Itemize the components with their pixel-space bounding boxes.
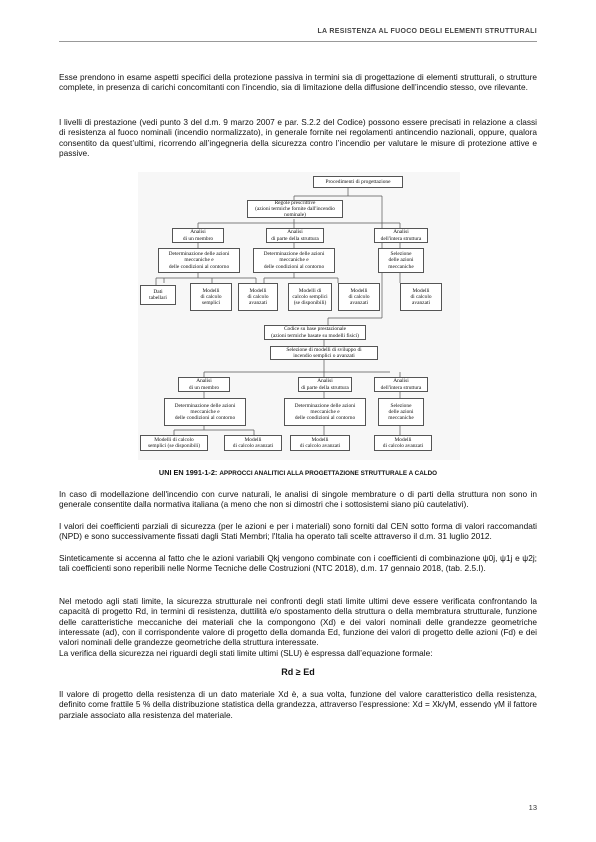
box-analisi-membro-top: Analisi di un membro xyxy=(172,228,224,243)
box-modelli-semplici-1: Modelli di calcolo semplici xyxy=(190,283,232,311)
box-analisi-parte-top: Analisi di parte della struttura xyxy=(266,228,324,243)
box-modelli-avanzati-1: Modelli di calcolo avanzati xyxy=(238,283,278,311)
box-analisi-parte-bottom: Analisi di parte della struttura xyxy=(298,377,352,392)
box-regole-prescrittive: Regole prescrittive (azioni termiche fornite dall'incendio nominale) xyxy=(247,200,343,218)
caption-code: UNI EN 1991-1-2: xyxy=(158,468,218,477)
paragraph-8: Il valore di progetto della resistenza di un dato materiale Xd è, a sua volta, funzione del valore caratteristico della resistenza, definito come frattile 5 % della distribuzione statistica della grandezza, attraverso l’espressione: Xd = Xk/γM, essendo γM il fattore parziale associato alla resistenza del materiale. xyxy=(59,689,537,720)
page-number: 13 xyxy=(528,803,537,812)
flowchart xyxy=(138,172,460,460)
paragraph-3: In caso di modellazione dell'incendio con curve naturali, le analisi di singole membrature o di parti della struttura non sono in generale consentite dalla normativa italiana (a meno che non si dimostri che i sottosistemi siano più cautelativi). xyxy=(59,489,537,510)
box-modelli-avanzati-2: Modelli di calcolo avanzati xyxy=(338,283,380,311)
box-selezione-modelli: Selezione di modelli di sviluppo di incendio semplici o avanzati xyxy=(270,346,378,360)
paragraph-6: Nel metodo agli stati limite, la sicurezza strutturale nei confronti degli stati limite ultimi deve essere verificata confrontando la capacità di progetto Rd, in termini di resistenza, duttilità e/o spostamento della struttura o della membratura strutturale, funzione delle caratteristiche meccaniche dei materiali che la compongono (Xd) e dei valori nominali delle grandezze geometriche interessate (ad), con il corrispondente valore di progetto della domanda Ed, funzione dei valori di progetto delle azioni (Fd) e dei valori nominali delle grandezze geometriche della struttura interessate. xyxy=(59,596,537,648)
box-determinazione-2-bottom: Determinazione delle azioni meccaniche e delle condizioni al contorno xyxy=(284,398,366,426)
paragraph-7: La verifica della sicurezza nei riguardi degli stati limite ultimi (SLU) è espressa dall’equazione formale: xyxy=(59,648,433,658)
caption-text: APPROCCI ANALITICI ALLA PROGETTAZIONE STRUTTURALE A CALDO xyxy=(219,470,438,477)
box-analisi-intera-bottom: Analisi dell'intera struttura xyxy=(374,377,428,392)
box-modelli-avanzati-bottom-2: Modelli di calcolo avanzati xyxy=(290,435,350,451)
box-codice-prestazionale: Codice su base prestazionale (azioni termiche basate su modelli fisici) xyxy=(264,325,366,340)
paragraph-5: Sinteticamente si accenna al fatto che le azioni variabili Qkj vengono combinate con i coefficienti di combinazione ψ0j, ψ1j e ψ2j; tali coefficienti sono reperibili nelle Norme Tecniche delle Costruzioni (NTC 2018), d.m. 17 gennaio 2018, (tab. 2.5.I). xyxy=(59,553,537,574)
box-analisi-intera-top: Analisi dell'intera struttura xyxy=(374,228,428,243)
box-determinazione-1-bottom: Determinazione delle azioni meccaniche e delle condizioni al contorno xyxy=(164,398,246,426)
figure-caption xyxy=(0,468,596,477)
box-modelli-avanzati-3: Modelli di calcolo avanzati xyxy=(400,283,442,311)
formula: Rd ≥ Ed xyxy=(281,667,315,677)
paragraph-4: I valori dei coefficienti parziali di sicurezza (per le azioni e per i materiali) sono forniti dal CEN sotto forma di valori raccomandati (NPD) e sono successivamente fissati dagli Stati Membri; l'Italia ha operato tali scelte attraverso il d.m. 31 luglio 2012. xyxy=(59,521,537,542)
header-rule xyxy=(59,41,537,42)
box-selezione-azioni-top: Selezione delle azioni meccaniche xyxy=(378,248,424,273)
box-determinazione-2-top: Determinazione delle azioni meccaniche e delle condizioni al contorno xyxy=(253,248,335,273)
box-selezione-azioni-bottom: Selezione delle azioni meccaniche xyxy=(378,398,424,426)
box-modelli-semplici-bottom: Modelli di calcolo semplici (se disponibili) xyxy=(140,435,208,451)
running-title: LA RESISTENZA AL FUOCO DEGLI ELEMENTI STRUTTURALI xyxy=(317,28,537,35)
box-modelli-avanzati-bottom-1: Modelli di calcolo avanzati xyxy=(224,435,282,451)
box-modelli-semplici-2: Modelli di calcolo semplici (se disponibili) xyxy=(288,283,332,311)
box-dati-tabellari: Dati tabellari xyxy=(140,285,176,305)
box-procedimenti: Procedimenti di progettazione xyxy=(313,176,403,188)
paragraph-1: Esse prendono in esame aspetti specifici della protezione passiva in termini sia di progettazione di elementi strutturali, o strutture complete, in presenza di carichi concomitanti con l’incendio, sia di limitazione della diffusione dell’incendio stesso, ove rilevante. xyxy=(59,72,537,93)
box-determinazione-1-top: Determinazione delle azioni meccaniche e delle condizioni al contorno xyxy=(158,248,240,273)
paragraph-2: I livelli di prestazione (vedi punto 3 del d.m. 9 marzo 2007 e par. S.2.2 del Codice) possono essere precisati in relazione a classi di resistenza al fuoco nominali (incendio normalizzato), in generale fornite nei regolamenti antincendio nazionali, oppure, qualora consentito da quest’ultimi, ricorrendo all’ingegneria della sicurezza contro l’incendio per valutare le misure di protezione attive e passive. xyxy=(59,117,537,158)
box-analisi-membro-bottom: Analisi di un membro xyxy=(178,377,230,392)
box-modelli-avanzati-bottom-3: Modelli di calcolo avanzati xyxy=(374,435,432,451)
